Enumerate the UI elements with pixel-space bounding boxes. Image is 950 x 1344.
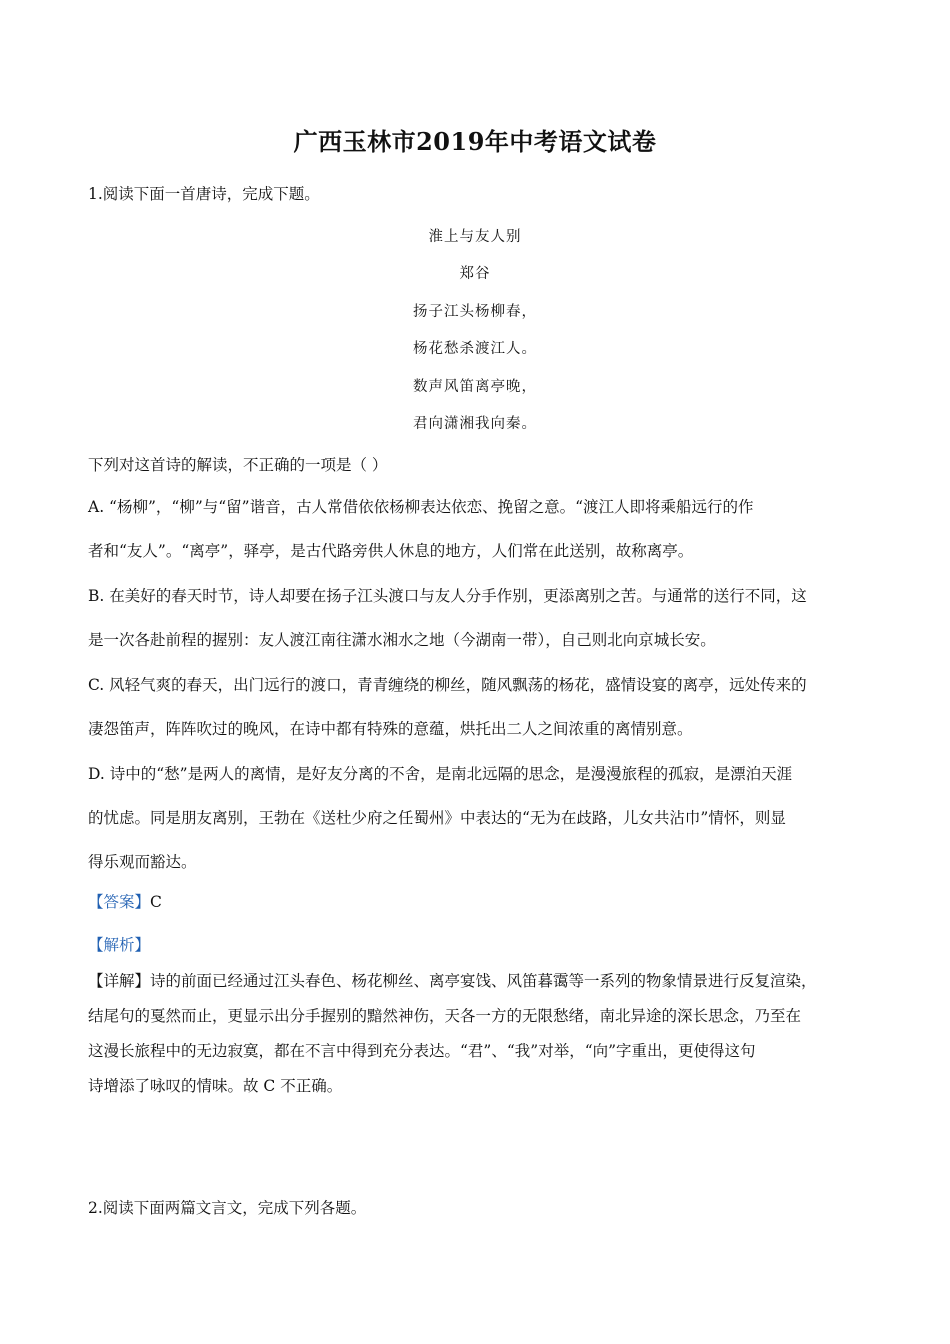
option-a-line: 者和“友人”。“离亭”，驿亭，是古代路旁供人休息的地方，人们常在此送别，故称离亭。 [88,542,694,560]
question-2-prompt: 2.阅读下面两篇文言文，完成下列各题。 [88,1199,367,1217]
option-b-line: 是一次各赴前程的握别：友人渡江南往潇水湘水之地（今湖南一带），自己则北向京城长安。 [88,631,716,649]
page-title: 广西玉林市2019年中考语文试卷 [293,127,657,156]
question-1-prompt: 1.阅读下面一首唐诗，完成下题。 [88,185,320,203]
poem-line: 杨花愁杀渡江人。 [413,341,537,357]
option-b-line: B. 在美好的春天时节，诗人却要在扬子江头渡口与友人分手作别，更添离别之苦。与通常的送行不同，这 [88,587,807,605]
option-b [88,585,864,673]
detail-label: 【详解】 [88,972,151,990]
option-d-line: 的忧虑。同是朋友离别，王勃在《送杜少府之任蜀州》中表达的“无为在歧路，儿女共沾巾”情怀，则显 [88,809,786,827]
poem-author: 郑谷 [459,266,491,282]
answer-value: C [150,893,162,911]
detail-line: 诗增添了咏叹的情味。故 C 不正确。 [88,1077,343,1095]
answer-row [88,890,162,912]
option-c-line: 凄怨笛声，阵阵吹过的晚风，在诗中都有特殊的意蕴，烘托出二人之间浓重的离情别意。 [88,720,693,738]
option-c-line: C. 风轻气爽的春天，出门远行的渡口，青青缠绕的柳丝，随风飘荡的杨花，盛情设宴的离亭，远处传来的 [88,676,807,694]
option-a-line: A. “杨柳”，“柳”与“留”谐音，古人常借依依杨柳表达依恋、挽留之意。“渡江人即将乘船远行的作 [88,498,754,516]
poem-line: 扬子江头杨柳春， [413,304,537,320]
poem-line: 数声风笛离亭晚， [413,379,537,395]
option-d [88,763,864,895]
option-d-line: 得乐观而豁达。 [88,853,197,871]
detail-line: 【详解】诗的前面已经通过江头春色、杨花柳丝、离亭宴饯、风笛暮霭等一系列的物象情景进行反复渲染， [88,972,817,990]
option-d-line: D. 诗中的“愁”是两人的离情，是好友分离的不舍，是南北远隔的思念，是漫漫旅程的孤寂，是漂泊天涯 [88,765,793,783]
option-a [88,496,864,584]
detail-line: 这漫长旅程中的无边寂寞，都在不言中得到充分表达。“君”、“我”对举，“向”字重出，更使得这句 [88,1042,756,1060]
poem-line: 君向潇湘我向秦。 [413,416,537,432]
question-1-stem: 下列对这首诗的解读，不正确的一项是（ ） [88,456,388,474]
poem-title: 淮上与友人别 [428,229,522,245]
detail-explanation [88,970,864,1110]
answer-label: 【答案】 [88,893,151,911]
analysis-label: 【解析】 [88,936,151,954]
option-c [88,674,864,762]
detail-line: 结尾句的戛然而止，更显示出分手握别的黯然神伤，天各一方的无限愁绪，南北异途的深长思念，乃至在 [88,1007,802,1025]
